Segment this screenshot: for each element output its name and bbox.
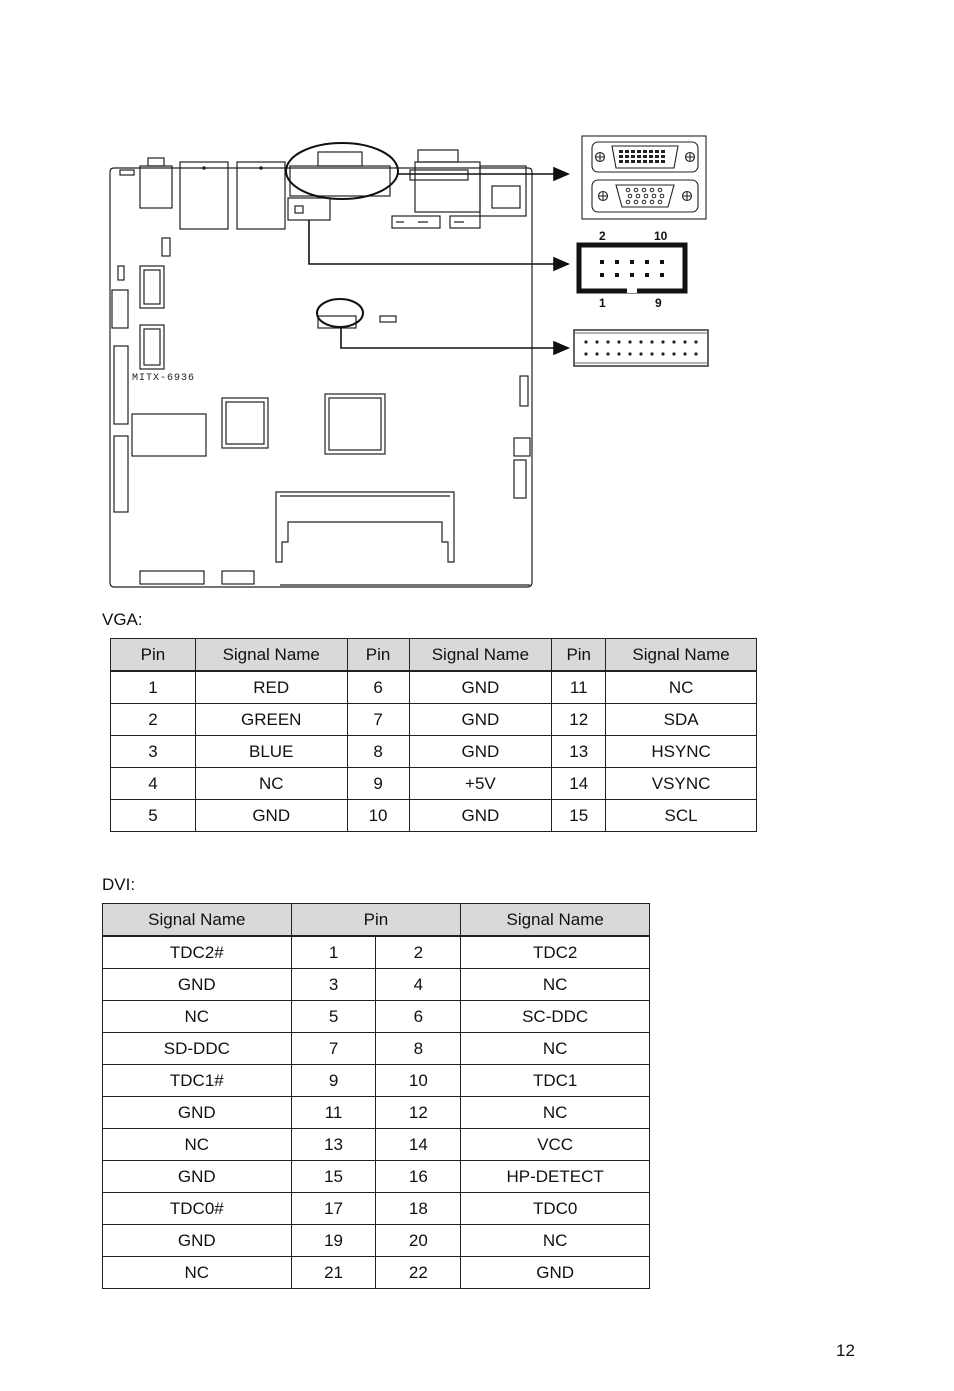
vga-pin: [642, 188, 646, 192]
vga-pin: [634, 200, 638, 204]
table-header-row: [111, 639, 757, 672]
pin-number-cell: 2: [111, 704, 196, 736]
header-pin-10-label: 10: [654, 229, 668, 243]
signal-name-cell: GND: [409, 704, 552, 736]
header-pin: [617, 352, 620, 355]
header-pin-1-label: 1: [599, 296, 606, 310]
pin-number-cell: 15: [552, 800, 606, 832]
header-pin-2-label: 2: [599, 229, 606, 243]
pin-number-cell: 18: [376, 1193, 461, 1225]
signal-name-cell: BLUE: [195, 736, 347, 768]
table-row: [103, 969, 650, 1001]
header-pin: [615, 273, 619, 277]
signal-name-cell: NC: [103, 1129, 292, 1161]
header-pin: [661, 352, 664, 355]
pin-number-cell: 1: [111, 671, 196, 704]
dvi-pin: [637, 155, 641, 158]
signal-name-cell: TDC2#: [103, 936, 292, 969]
signal-name-cell: NC: [103, 1001, 292, 1033]
two-row-pin-header: [574, 330, 708, 366]
pin-number-cell: 14: [552, 768, 606, 800]
page-number: 12: [836, 1341, 855, 1360]
signal-name-cell: SCL: [606, 800, 757, 832]
pin-number-cell: 8: [347, 736, 409, 768]
pin-number-cell: 7: [347, 704, 409, 736]
small-jack: [120, 170, 134, 175]
vga-pin: [626, 200, 630, 204]
signal-name-cell: VCC: [461, 1129, 650, 1161]
pin-number-cell: 4: [376, 969, 461, 1001]
table-row: [103, 1161, 650, 1193]
column-header: Pin: [347, 639, 409, 672]
header-pin: [630, 260, 634, 264]
signal-name-cell: GND: [409, 800, 552, 832]
dvi-pin: [625, 160, 629, 163]
pin-number-cell: 14: [376, 1129, 461, 1161]
dvi-pin: [625, 150, 629, 153]
signal-name-cell: HSYNC: [606, 736, 757, 768]
lan-port-1: [180, 162, 228, 229]
header-pin: [615, 260, 619, 264]
dvi-pin: [643, 155, 647, 158]
header-pin: [630, 273, 634, 277]
dvi-section-label: DVI:: [102, 875, 136, 894]
dvi-pin: [655, 160, 659, 163]
header-pin: [645, 260, 649, 264]
dvi-pin: [655, 150, 659, 153]
audio-jack: [140, 166, 172, 208]
header-pin: [660, 260, 664, 264]
signal-name-cell: NC: [461, 969, 650, 1001]
vga-pin: [660, 194, 664, 198]
signal-name-cell: RED: [195, 671, 347, 704]
column-header: Signal Name: [103, 904, 292, 937]
dvi-pin: [631, 150, 635, 153]
dvi-pin: [631, 155, 635, 158]
signal-name-cell: NC: [606, 671, 757, 704]
signal-name-cell: VSYNC: [606, 768, 757, 800]
header-pin: [660, 273, 664, 277]
dvi-pin: [643, 150, 647, 153]
signal-name-cell: GND: [195, 800, 347, 832]
header-pin: [639, 352, 642, 355]
signal-name-cell: TDC1: [461, 1065, 650, 1097]
vga-pin-table: [110, 638, 757, 832]
header-pin: [650, 352, 653, 355]
signal-name-cell: SC-DDC: [461, 1001, 650, 1033]
signal-name-cell: GND: [103, 1097, 292, 1129]
header-pin: [650, 340, 653, 343]
pin-number-cell: 5: [111, 800, 196, 832]
signal-name-cell: GREEN: [195, 704, 347, 736]
vga-pin: [644, 194, 648, 198]
header-pin: [600, 273, 604, 277]
column-header: Pin: [291, 904, 461, 937]
header-pin: [595, 352, 598, 355]
header-pin: [628, 352, 631, 355]
table-row: [103, 936, 650, 969]
signal-name-cell: TDC0: [461, 1193, 650, 1225]
pin-number-cell: 11: [552, 671, 606, 704]
dvi-pin: [655, 155, 659, 158]
header-pin: [645, 273, 649, 277]
header-pin: [694, 340, 697, 343]
signal-name-cell: GND: [103, 969, 292, 1001]
table-row: [103, 1257, 650, 1289]
table-row: [111, 736, 757, 768]
pin-number-cell: 3: [291, 969, 376, 1001]
header-pin: [584, 352, 587, 355]
pin-number-cell: 6: [347, 671, 409, 704]
pin-number-cell: 12: [552, 704, 606, 736]
signal-name-cell: GND: [409, 671, 552, 704]
signal-name-cell: NC: [103, 1257, 292, 1289]
dvi-pin: [619, 155, 623, 158]
pin-number-cell: 4: [111, 768, 196, 800]
column-header: Signal Name: [461, 904, 650, 937]
signal-name-cell: TDC0#: [103, 1193, 292, 1225]
header-pin: [694, 352, 697, 355]
pin-number-cell: 13: [552, 736, 606, 768]
signal-name-cell: NC: [195, 768, 347, 800]
pin-number-cell: 6: [376, 1001, 461, 1033]
header-pin: [683, 352, 686, 355]
table-row: [103, 1129, 650, 1161]
arrow-to-pin-header: [341, 327, 555, 348]
pin-number-cell: 21: [291, 1257, 376, 1289]
dvi-pin: [649, 150, 653, 153]
vga-section-label: VGA:: [102, 610, 143, 629]
signal-name-cell: HP-DETECT: [461, 1161, 650, 1193]
pin-number-cell: 10: [347, 800, 409, 832]
table-row: [103, 1097, 650, 1129]
column-header: Signal Name: [195, 639, 347, 672]
dvi-header-marker: [288, 198, 330, 220]
table-row: [111, 768, 757, 800]
header-pin: [628, 340, 631, 343]
pin-number-cell: 2: [376, 936, 461, 969]
dvi-pin: [631, 160, 635, 163]
signal-name-cell: TDC2: [461, 936, 650, 969]
vga-pin: [650, 200, 654, 204]
pin-number-cell: 8: [376, 1033, 461, 1065]
table-row: [111, 671, 757, 704]
dvi-pin: [661, 150, 665, 153]
signal-name-cell: NC: [461, 1225, 650, 1257]
usb-header-highlight: [317, 299, 363, 327]
vga-pin: [626, 188, 630, 192]
column-header: Signal Name: [606, 639, 757, 672]
vga-pin: [658, 200, 662, 204]
arrow-to-dvi-header: [309, 220, 555, 264]
header-pin: [617, 340, 620, 343]
dvi-pin: [625, 155, 629, 158]
table-row: [103, 1193, 650, 1225]
pin-number-cell: 15: [291, 1161, 376, 1193]
signal-name-cell: NC: [461, 1097, 650, 1129]
dvi-pin-header: [579, 229, 685, 310]
pin-number-cell: 20: [376, 1225, 461, 1257]
dvi-pin: [619, 160, 623, 163]
pin-number-cell: 13: [291, 1129, 376, 1161]
header-pin: [639, 340, 642, 343]
header-pin: [672, 340, 675, 343]
pin-number-cell: 19: [291, 1225, 376, 1257]
vga-pin: [636, 194, 640, 198]
vga-pin: [650, 188, 654, 192]
pin-number-cell: 5: [291, 1001, 376, 1033]
dvi-pin: [661, 155, 665, 158]
board-model-label: MITX-6936: [132, 373, 196, 384]
table-row: [103, 1065, 650, 1097]
signal-name-cell: GND: [103, 1225, 292, 1257]
header-pin: [595, 340, 598, 343]
table-header-row: [103, 904, 650, 937]
signal-name-cell: NC: [461, 1033, 650, 1065]
vga-pin: [652, 194, 656, 198]
signal-name-cell: GND: [461, 1257, 650, 1289]
table-row: [103, 1033, 650, 1065]
column-header: Signal Name: [409, 639, 552, 672]
dvi-pin: [643, 160, 647, 163]
vga-pin: [658, 188, 662, 192]
dvi-pin: [637, 150, 641, 153]
rear-connectors-illustration: [582, 136, 706, 219]
signal-name-cell: SD-DDC: [103, 1033, 292, 1065]
lan-port-2: [237, 162, 285, 229]
pin-number-cell: 22: [376, 1257, 461, 1289]
column-header: Pin: [111, 639, 196, 672]
pin-number-cell: 12: [376, 1097, 461, 1129]
pin-number-cell: 10: [376, 1065, 461, 1097]
table-row: [111, 704, 757, 736]
header-pin: [606, 340, 609, 343]
header-pin: [683, 340, 686, 343]
vga-dvi-highlight: [286, 143, 398, 199]
board-layout-diagram: [100, 130, 720, 595]
pin-number-cell: 17: [291, 1193, 376, 1225]
table-row: [103, 1225, 650, 1257]
dvi-pin: [637, 160, 641, 163]
header-pin: [606, 352, 609, 355]
signal-name-cell: +5V: [409, 768, 552, 800]
pin-number-cell: 3: [111, 736, 196, 768]
vga-pin: [642, 200, 646, 204]
pin-number-cell: 9: [291, 1065, 376, 1097]
signal-name-cell: TDC1#: [103, 1065, 292, 1097]
column-header: Pin: [552, 639, 606, 672]
vga-pin: [628, 194, 632, 198]
table-row: [103, 1001, 650, 1033]
dvi-pin: [619, 150, 623, 153]
signal-name-cell: SDA: [606, 704, 757, 736]
pin-number-cell: 9: [347, 768, 409, 800]
dvi-pin: [649, 160, 653, 163]
pin-number-cell: 1: [291, 936, 376, 969]
pin-number-cell: 11: [291, 1097, 376, 1129]
header-pin: [600, 260, 604, 264]
signal-name-cell: GND: [103, 1161, 292, 1193]
pin-number-cell: 16: [376, 1161, 461, 1193]
table-row: [111, 800, 757, 832]
header-pin: [584, 340, 587, 343]
header-pin: [672, 352, 675, 355]
header-pin-9-label: 9: [655, 296, 662, 310]
dvi-pin-table: [102, 903, 650, 1289]
pin-number-cell: 7: [291, 1033, 376, 1065]
header-pin: [661, 340, 664, 343]
signal-name-cell: GND: [409, 736, 552, 768]
dvi-pin: [661, 160, 665, 163]
vga-pin: [634, 188, 638, 192]
dvi-pin: [649, 155, 653, 158]
